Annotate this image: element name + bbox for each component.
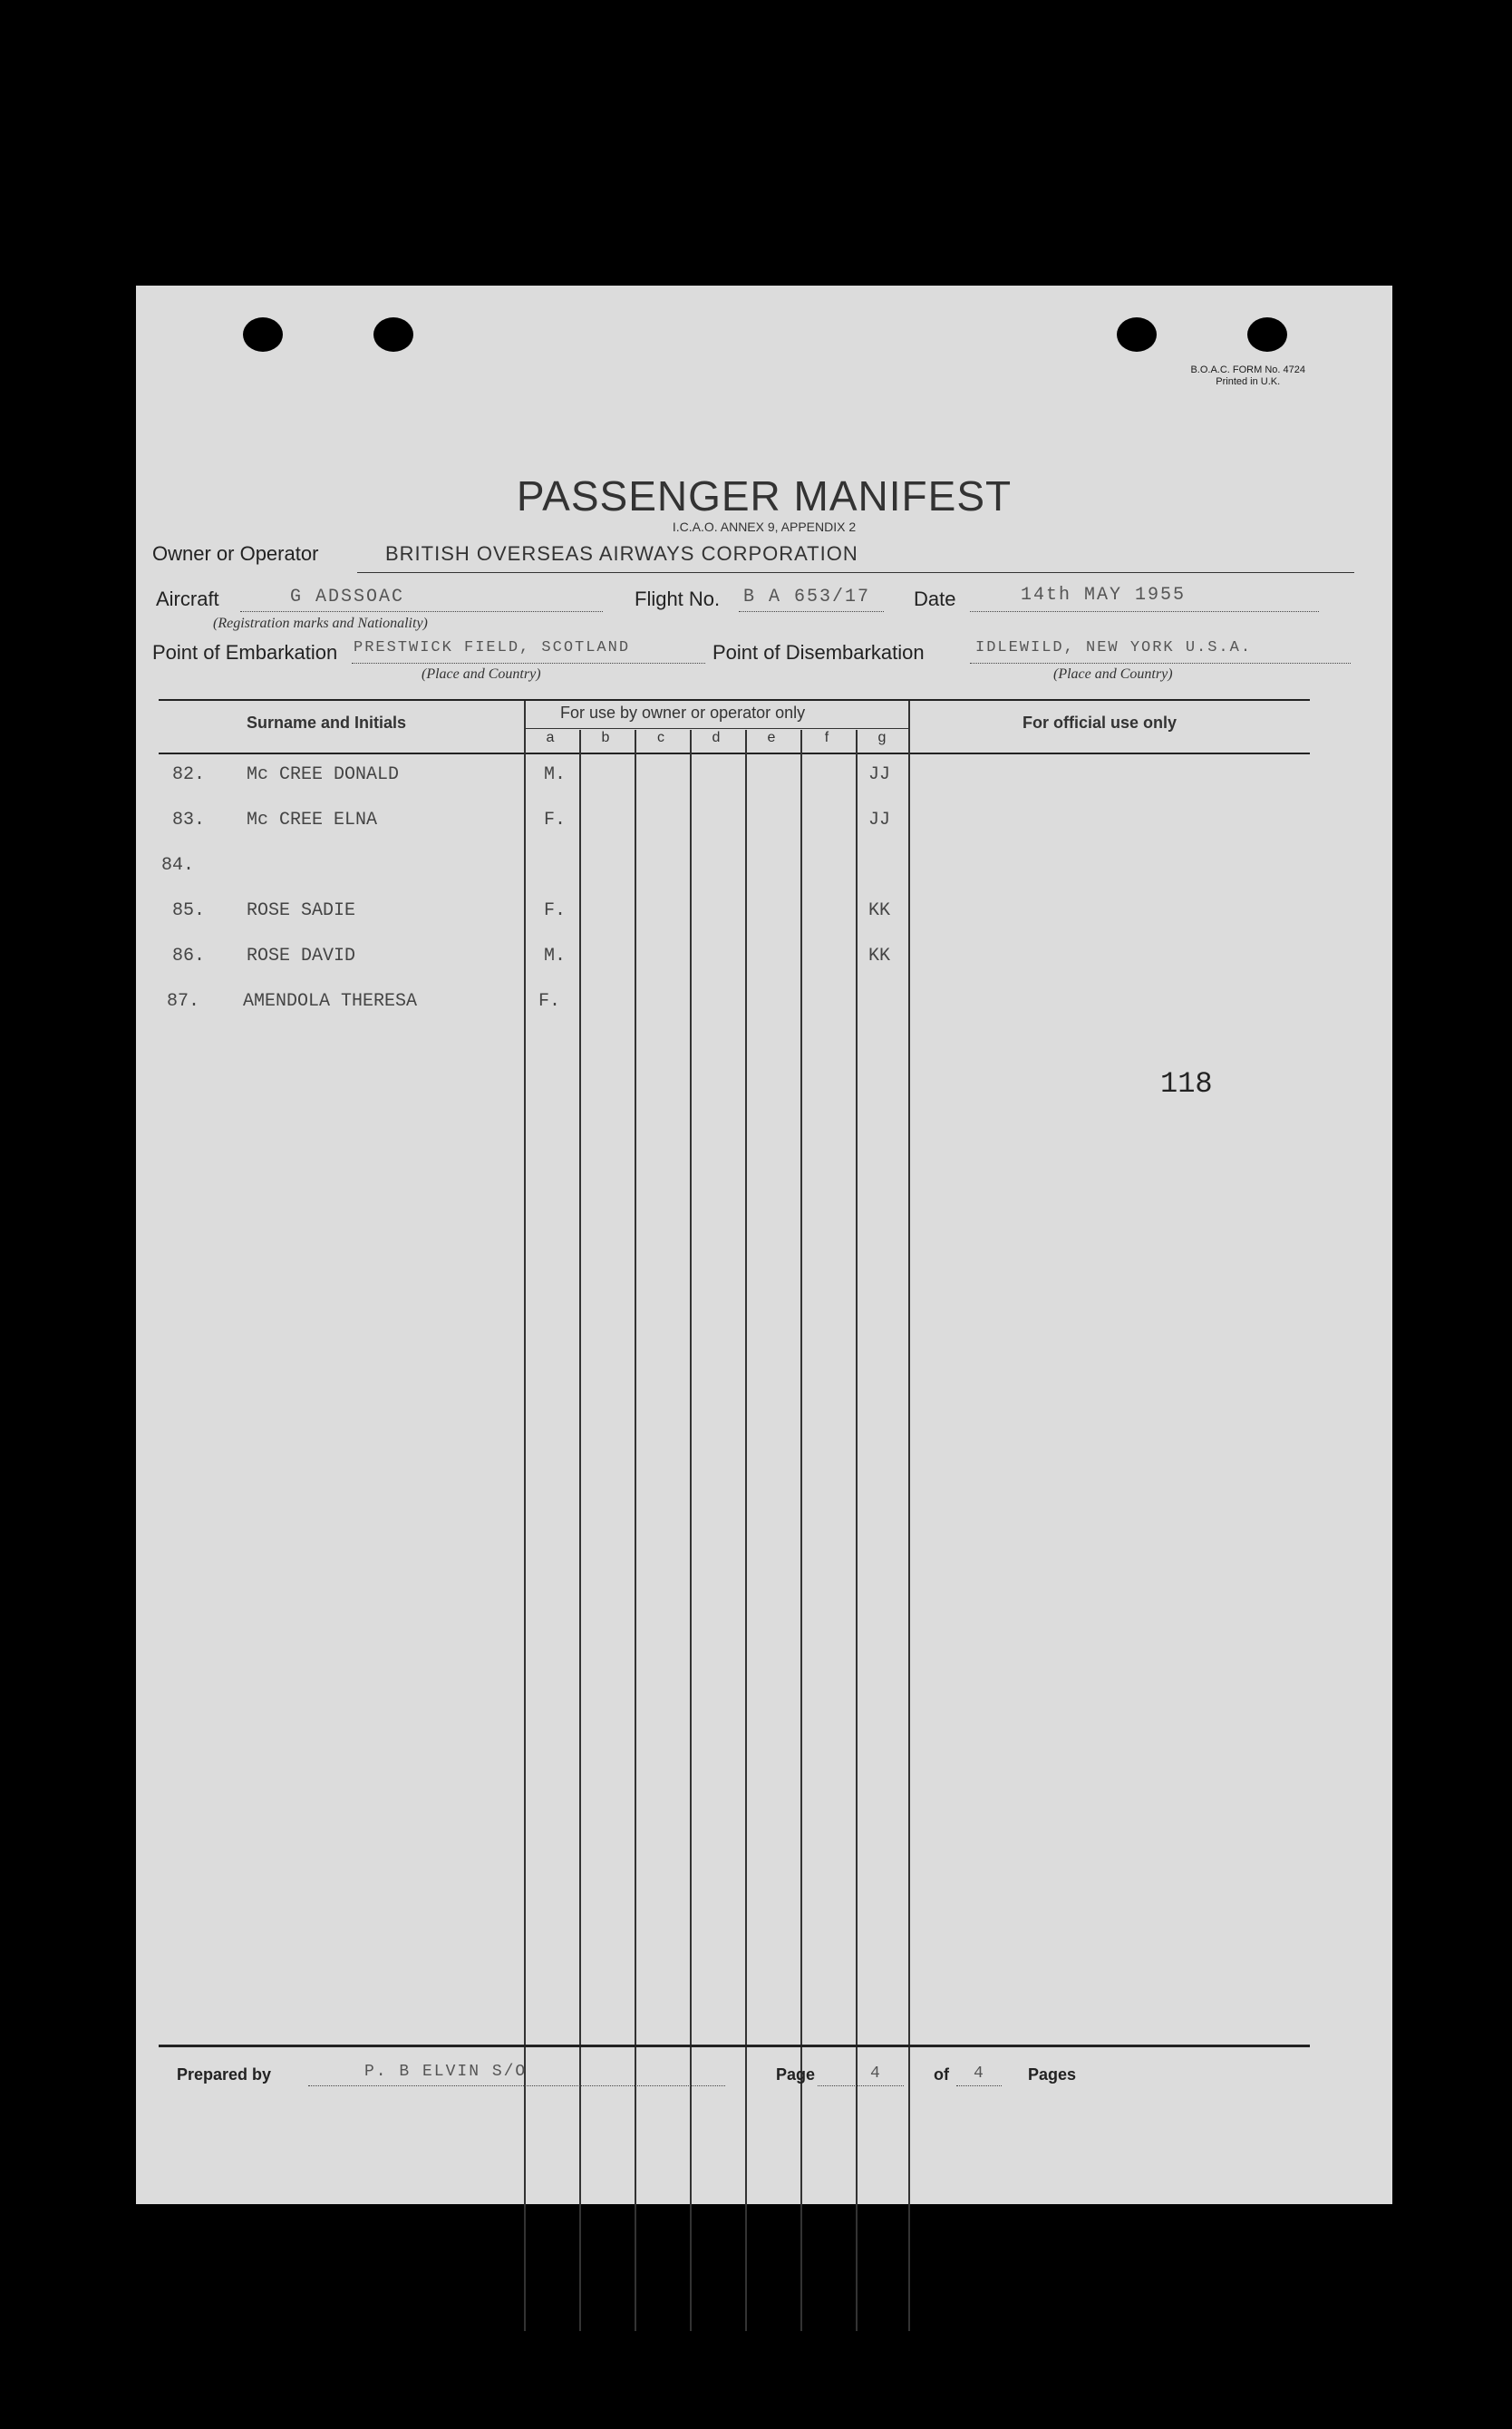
embarkation-label: Point of Embarkation — [152, 641, 338, 664]
subcol-a: a — [546, 730, 555, 745]
owner-subheader-rule — [524, 728, 910, 729]
row-col-g: KK — [868, 946, 891, 967]
subcol-c: c — [657, 730, 664, 745]
column-divider — [800, 730, 802, 2331]
disembarkation-value: IDLEWILD, NEW YORK U.S.A. — [975, 639, 1253, 656]
owner-rule — [357, 572, 1354, 573]
row-col-a: F. — [544, 810, 567, 831]
column-divider — [908, 701, 910, 2331]
col-official: For official use only — [1023, 714, 1178, 732]
table-header-rule — [159, 753, 1310, 754]
subcol-f: f — [824, 730, 829, 745]
flight-rule — [739, 611, 884, 612]
of-value: 4 — [974, 2065, 985, 2083]
row-col-a: M. — [544, 764, 567, 785]
prepared-value: P. B ELVIN S/O — [364, 2063, 528, 2081]
row-col-g: JJ — [868, 810, 891, 831]
page-label: Page — [776, 2065, 816, 2084]
row-number: 86. — [172, 946, 206, 967]
prepared-rule — [308, 2085, 725, 2086]
table-top-rule — [159, 699, 1310, 701]
owner-value: BRITISH OVERSEAS AIRWAYS CORPORATION — [385, 542, 858, 565]
column-divider — [856, 730, 858, 2331]
of-label: of — [934, 2065, 949, 2084]
row-col-a: M. — [544, 946, 567, 967]
punch-hole — [243, 317, 283, 352]
disembarkation-place-note: (Place and Country) — [1053, 666, 1173, 682]
prepared-label: Prepared by — [177, 2065, 272, 2084]
subcol-e: e — [767, 730, 776, 745]
column-divider — [745, 730, 747, 2331]
page-title: PASSENGER MANIFEST — [516, 472, 1013, 520]
owner-label: Owner or Operator — [152, 542, 319, 565]
column-divider — [524, 701, 526, 2331]
row-name: AMENDOLA THERESA — [243, 991, 418, 1012]
row-number: 82. — [172, 764, 206, 785]
aircraft-value: G ADSSOAC — [290, 587, 405, 607]
page-subtitle: I.C.A.O. ANNEX 9, APPENDIX 2 — [672, 520, 857, 534]
row-name: Mc CREE DONALD — [247, 764, 400, 785]
col-surname: Surname and Initials — [247, 714, 407, 732]
punch-hole — [1247, 317, 1287, 352]
subcol-d: d — [712, 730, 721, 745]
row-name: Mc CREE ELNA — [247, 810, 378, 831]
punch-hole — [373, 317, 413, 352]
row-col-g: JJ — [868, 764, 891, 785]
form-number — [1190, 364, 1305, 388]
date-label: Date — [914, 588, 956, 610]
stamp-number: 118 — [1160, 1067, 1213, 1101]
row-number: 84. — [161, 855, 195, 876]
column-divider — [690, 730, 692, 2331]
row-number: 85. — [172, 900, 206, 921]
embarkation-value: PRESTWICK FIELD, SCOTLAND — [354, 639, 631, 656]
flight-value: B A 653/17 — [743, 587, 871, 607]
form-number-text: B.O.A.C. FORM No. 4724 — [1190, 364, 1305, 375]
punch-hole — [1117, 317, 1157, 352]
column-divider — [579, 730, 581, 2331]
col-owner: For use by owner or operator only — [560, 704, 806, 722]
disembarkation-label: Point of Disembarkation — [712, 641, 925, 664]
row-number: 83. — [172, 810, 206, 831]
printed-note: Printed in U.K. — [1216, 376, 1281, 387]
embarkation-rule — [352, 663, 705, 664]
page-value: 4 — [870, 2065, 882, 2083]
date-rule — [970, 611, 1319, 612]
row-name: ROSE SADIE — [247, 900, 356, 921]
subcol-g: g — [877, 730, 887, 745]
of-rule — [956, 2085, 1002, 2086]
row-name: ROSE DAVID — [247, 946, 356, 967]
page-rule — [818, 2085, 904, 2086]
pages-label: Pages — [1028, 2065, 1077, 2084]
date-value: 14th MAY 1955 — [1021, 585, 1187, 606]
row-number: 87. — [167, 991, 200, 1012]
manifest-sheet — [136, 286, 1392, 2204]
aircraft-label: Aircraft — [156, 588, 219, 610]
subcol-b: b — [601, 730, 610, 745]
disembarkation-rule — [970, 663, 1351, 664]
aircraft-rule — [240, 611, 603, 612]
table-bottom-rule — [159, 2045, 1310, 2047]
embarkation-place-note: (Place and Country) — [422, 666, 541, 682]
column-divider — [635, 730, 636, 2331]
row-col-g: KK — [868, 900, 891, 921]
row-col-a: F. — [538, 991, 561, 1012]
flight-label: Flight No. — [635, 588, 721, 610]
row-col-a: F. — [544, 900, 567, 921]
registration-note: (Registration marks and Nationality) — [213, 616, 428, 631]
